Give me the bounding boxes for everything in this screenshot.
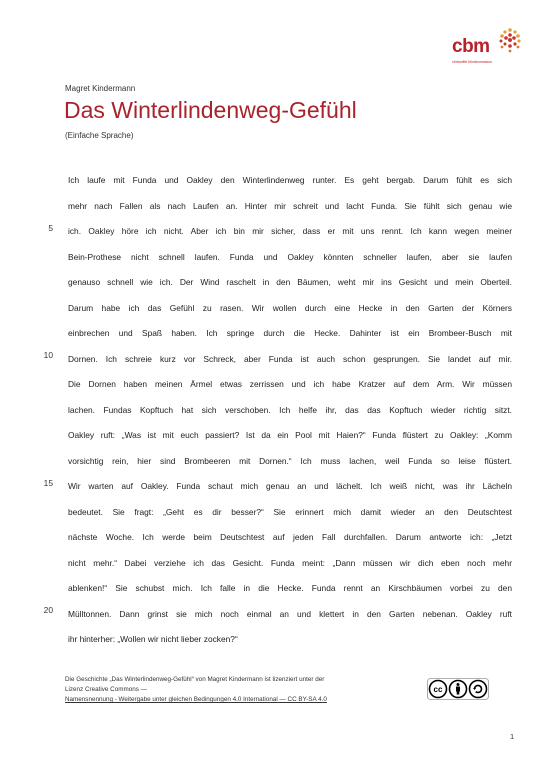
text-line: ich. Oakley höre ich nicht. Aber ich bin mir sicher, dass er mit uns rennt. Ich kann wegen meiner xyxy=(68,226,512,236)
text-line: Die Dornen haben meinen Ärmel etwas zerrissen und ich habe Kratzer auf dem Arm. Wir müssen xyxy=(68,379,512,389)
text-line: genauso schnell wie ich. Der Wind raschelt in den Bäumen, weht mir ins Gesicht und mein Oberteil. xyxy=(68,277,512,287)
text-line: ablenken!“ Sie schubst mich. Ich falle in die Hecke. Funda rennt an Kirschbäumen vorbei zu den xyxy=(68,583,512,593)
logo-wordmark: cbm xyxy=(452,36,490,57)
document-title: Das Winterlindenweg-Gefühl xyxy=(64,97,357,123)
text-line: nicht mehr.“ Dabei verziehe ich das Gesicht. Funda meint: „Dann müssen wir dich eben noch mehr xyxy=(68,557,512,568)
text-line: Ich laufe mit Funda und Oakley den Winterlindenweg runter. Es geht bergab. Darum fühlt es sich xyxy=(68,175,512,185)
logo-dots-icon xyxy=(497,27,523,53)
text-line: einbrechen und Spaß haben. Ich springe durch die Hecke. Dahinter ist ein Brombeer-Busch mit xyxy=(68,328,512,338)
text-line: Dornen. Ich schreie kurz vor Schreck, aber Funda ist auch schon gesprungen. Sie landet auf mir. xyxy=(68,353,512,364)
text-line: bedeutet. Sie fragt: „Geht es dir besser?“ Sie erinnert mich damit wieder an den Deutschtest xyxy=(68,506,512,517)
document-subtitle: (Einfache Sprache) xyxy=(65,131,134,140)
line-number: 5 xyxy=(48,223,53,233)
text-line: Darum habe ich das Gefühl zu rasen. Wir wollen durch eine Hecke in den Garten der Körners xyxy=(68,302,512,313)
text-line: lachen. Fundas Kopftuch hat sich verschoben. Ich helfe ihr, das das Kopftuch wieder richtig sitzt. xyxy=(68,404,512,415)
text-line: Bein-Prothese nicht schnell laufen. Funda und Oakley könnten schneller laufen, aber sie laufen xyxy=(68,251,512,262)
license-text-line: Lizenz Creative Commons — xyxy=(65,686,147,693)
line-number: 20 xyxy=(43,605,53,615)
story-text xyxy=(68,172,512,657)
license-link[interactable]: Namensnennung - Weitergabe unter gleichen Bedingungen 4.0 International — CC BY-SA 4.0 xyxy=(65,696,327,703)
text-line: ihr hinterher: „Wollen wir nicht lieber zocken?“ xyxy=(68,634,238,644)
line-number: 15 xyxy=(43,478,53,488)
license-text-line: Die Geschichte „Das Winterlindenweg-Gefühl“ von Magret Kindermann ist lizenziert unter der xyxy=(65,676,325,683)
text-line: nächste Woche. Ich werde beim Deutschtest auf jeden Fall durchfallen. Darum antworte ich: „Jetzt xyxy=(68,532,512,542)
svg-text:cc: cc xyxy=(433,685,443,694)
text-line: mehr nach Fallen als nach Laufen an. Hinter mir schreit und lacht Funda. Sie fühlt sich genau wie xyxy=(68,200,512,211)
text-line: Wir warten auf Oakley. Funda schaut mich genau an und lächelt. Ich weiß nicht, was ihr Lächeln xyxy=(68,481,512,491)
page-number: 1 xyxy=(510,732,515,741)
line-number: 10 xyxy=(43,350,53,360)
cbm-logo xyxy=(452,24,524,74)
text-line: Oakley ruft: „Was ist mit euch passiert? Ist da ein Pool mit Haien?“ Funda flüstert zu Oakley: „Komm xyxy=(68,430,512,440)
text-line: vorsichtig rein, hier sind Brombeeren mit Dornen.“ Ich muss lachen, weil Funda so leise flüstert. xyxy=(68,455,512,466)
logo-tagline: christoffel blindenmission xyxy=(452,60,493,64)
author-name: Magret Kindermann xyxy=(65,84,136,93)
cc-by-sa-icon xyxy=(427,678,489,700)
license-footer xyxy=(65,675,327,705)
text-line: Mülltonnen. Dann grinst sie mich noch einmal an und klettert in den Garten nebenan. Oakley ruft xyxy=(68,608,512,619)
